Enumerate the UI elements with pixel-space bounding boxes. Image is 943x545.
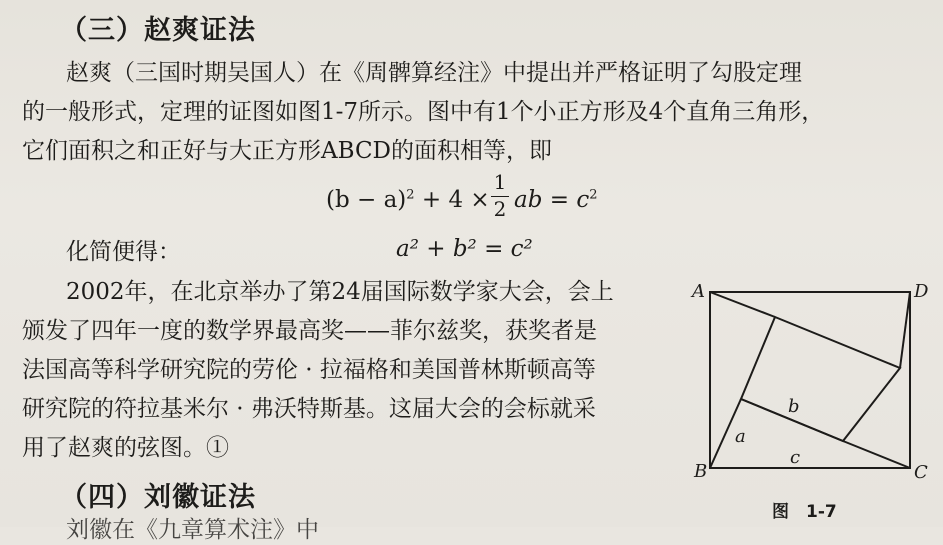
eq1-exponent: 2 xyxy=(406,187,415,203)
paragraph-line: 用了赵爽的弦图。① xyxy=(22,435,229,461)
zhao-shuang-chord-diagram xyxy=(690,275,940,500)
tilted-square xyxy=(741,317,900,441)
fraction-denominator: 2 xyxy=(493,197,507,221)
paragraph-line: 研究院的符拉基米尔 · 弗沃特斯基。这届大会的会标就采 xyxy=(22,396,596,422)
eq1-mid: + 4 × xyxy=(414,187,490,213)
paragraph-line: 颁发了四年一度的数学界最高奖——菲尔兹奖，获奖者是 xyxy=(22,318,597,344)
eq1-right: ab = c xyxy=(514,187,590,213)
simplify-label: 化简便得： xyxy=(66,239,181,265)
segment xyxy=(843,441,910,468)
vertex-label-B: B xyxy=(694,461,708,482)
eq1-left: (b − a) xyxy=(326,187,407,213)
fraction-one-half xyxy=(491,170,509,221)
vertex-label-A: A xyxy=(692,281,705,302)
vertex-label-D: D xyxy=(914,281,929,302)
segment xyxy=(900,292,910,368)
side-label-a: a xyxy=(735,426,746,447)
section-heading-liu-hui: （四）刘徽证法 xyxy=(60,482,256,513)
equation-pythagorean: a² + b² = c² xyxy=(396,236,533,262)
side-label-b: b xyxy=(788,396,800,417)
segment xyxy=(710,292,775,317)
paragraph-line: 2002年，在北京举办了第24届国际数学家大会，会上 xyxy=(66,279,614,305)
fraction-numerator: 1 xyxy=(493,170,507,194)
paragraph-line: 它们面积之和正好与大正方形ABCD的面积相等，即 xyxy=(22,138,552,164)
figure-caption: 图 1-7 xyxy=(772,502,837,522)
paragraph-line: 赵爽（三国时期吴国人）在《周髀算经注》中提出并严格证明了勾股定理 xyxy=(66,60,802,86)
section-heading-zhao-shuang: （三）赵爽证法 xyxy=(60,15,256,46)
cut-off-line: 刘徽在《九章算术注》中 xyxy=(66,517,319,543)
paragraph-line: 的一般形式，定理的证图如图1-7所示。图中有1个小正方形及4个直角三角形， xyxy=(22,99,825,125)
eq1-exponent-c: 2 xyxy=(589,187,598,203)
side-label-c: c xyxy=(790,447,801,468)
paragraph-line: 法国高等科学研究院的劳伦 · 拉福格和美国普林斯顿高等 xyxy=(22,357,596,383)
vertex-label-C: C xyxy=(914,462,928,483)
